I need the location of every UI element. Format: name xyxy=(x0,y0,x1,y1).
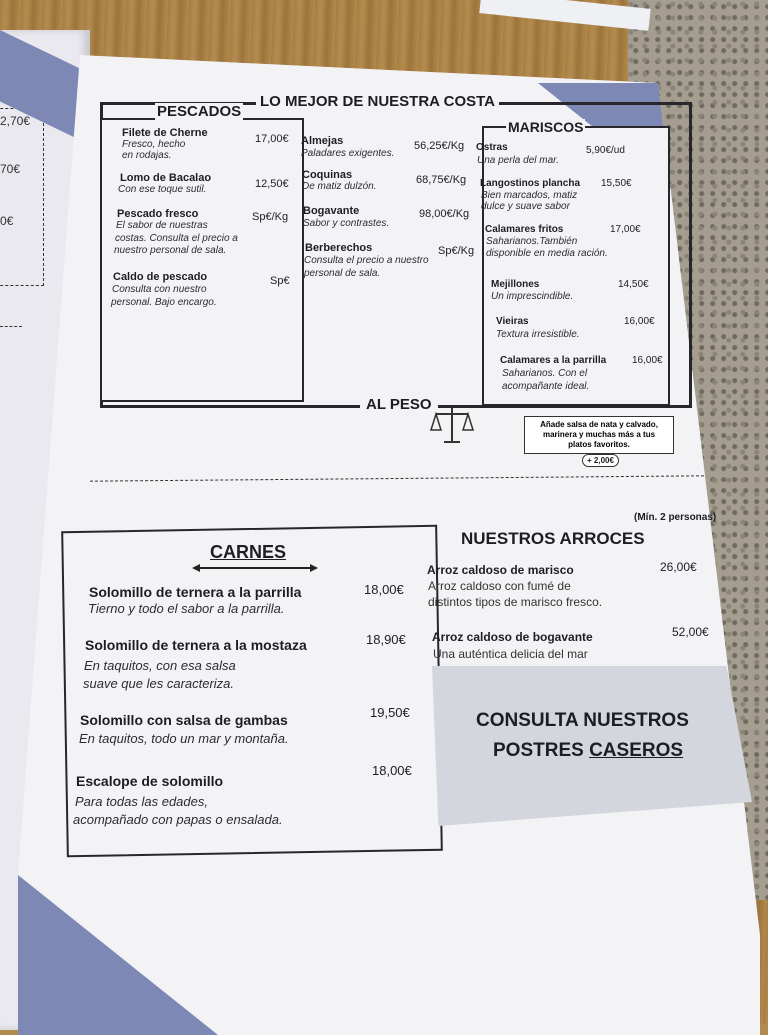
centro-item-desc: De matiz dulzón. xyxy=(302,181,377,192)
left-price-3: 0€ xyxy=(0,214,14,228)
centro-item-price: 68,75€/Kg xyxy=(416,174,467,186)
carnes-item-desc: acompañado con papas o ensalada. xyxy=(73,812,283,827)
carnes-item-name: Solomillo de ternera a la mostaza xyxy=(85,637,307,653)
mariscos-item-price: 16,00€ xyxy=(632,355,663,366)
centro-item-price: 98,00€/Kg xyxy=(419,208,470,220)
arroces-item-desc: distintos tipos de marisco fresco. xyxy=(428,595,603,609)
mariscos-item-price: 17,00€ xyxy=(610,224,641,235)
mariscos-item-desc: Una perla del mar. xyxy=(477,155,559,166)
pescados-item-price: Sp€/Kg xyxy=(252,211,289,223)
centro-item-name: Coquinas xyxy=(302,169,353,181)
mariscos-item-desc: Saharianos. Con el xyxy=(502,368,588,379)
pescados-item-price: 17,00€ xyxy=(255,133,289,145)
pescados-item-price: Sp€ xyxy=(270,275,290,287)
al-peso-label: AL PESO xyxy=(360,396,438,413)
carnes-item-desc: En taquitos, con esa salsa xyxy=(84,658,236,673)
mariscos-item-name: Ostras xyxy=(476,142,508,153)
arroces-item-price: 52,00€ xyxy=(672,625,709,639)
mariscos-item-desc: Textura irresistible. xyxy=(496,329,580,340)
mariscos-item-desc: Saharianos.También xyxy=(486,236,578,247)
mariscos-item-name: Calamares fritos xyxy=(485,224,564,235)
carnes-item-price: 18,00€ xyxy=(372,763,412,778)
pescados-item-desc: Consulta con nuestro xyxy=(112,284,207,295)
corner-band-bottom xyxy=(18,875,218,1035)
pescados-item-desc: El sabor de nuestras xyxy=(116,220,208,231)
centro-item-desc: Consulta el precio a nuestro xyxy=(304,255,429,266)
arroces-item-name: Arroz caldoso de marisco xyxy=(427,563,574,577)
header-title: LO MEJOR DE NUESTRA COSTA xyxy=(256,93,499,110)
centro-item-desc: Paladares exigentes. xyxy=(301,148,395,159)
postres-line-1: CONSULTA NUESTROS xyxy=(476,710,689,731)
pescados-item-desc: Con ese toque sutil. xyxy=(118,184,207,195)
centro-item-name: Bogavante xyxy=(303,205,360,217)
arroces-title: NUESTROS ARROCES xyxy=(461,529,645,548)
mariscos-item-price: 15,50€ xyxy=(601,178,632,189)
postres-line-2 xyxy=(493,740,683,762)
carnes-item-desc: suave que les caracteriza. xyxy=(83,676,235,691)
arroces-item-desc: Arroz caldoso con fumé de xyxy=(428,579,571,593)
pescados-item-price: 12,50€ xyxy=(255,178,289,190)
pescados-item-desc: nuestro personal de sala. xyxy=(114,245,227,256)
pescados-title: PESCADOS xyxy=(157,103,242,120)
centro-item-desc: Sabor y contrastes. xyxy=(303,218,390,229)
mariscos-item-name: Mejillones xyxy=(491,279,540,290)
mariscos-item-desc: dulce y suave sabor xyxy=(481,201,570,212)
carnes-item-desc: En taquitos, todo un mar y montaña. xyxy=(79,731,289,746)
carnes-item-name: Escalope de solomillo xyxy=(76,773,224,789)
carnes-title: CARNES xyxy=(210,542,287,562)
scale-icon xyxy=(430,404,474,448)
pescados-item-desc: Fresco, hecho xyxy=(122,139,186,150)
centro-item-price: 56,25€/Kg xyxy=(414,140,465,152)
pescados-item-name: Lomo de Bacalao xyxy=(120,172,212,184)
sauce-note xyxy=(524,416,674,454)
mariscos-item-desc: disponible en media ración. xyxy=(486,248,608,259)
mariscos-item-desc: Bien marcados, matiz xyxy=(481,190,578,201)
arroces-item-price: 26,00€ xyxy=(660,560,697,574)
left-price-1: 2,70€ xyxy=(0,114,31,128)
carnes-item-desc: Tierno y todo el sabor a la parrilla. xyxy=(88,601,285,616)
pescados-item-name: Pescado fresco xyxy=(117,208,199,220)
arroces-item-name: Arroz caldoso de bogavante xyxy=(432,630,593,644)
sauce-note-line: Añade salsa de nata y calvado, xyxy=(540,420,658,429)
carnes-item-price: 18,00€ xyxy=(364,582,404,597)
carnes-item-name: Solomillo con salsa de gambas xyxy=(80,712,288,728)
postres-word: POSTRES xyxy=(493,740,590,761)
mariscos-item-name: Vieiras xyxy=(496,316,529,327)
postres-caseros: CASEROS xyxy=(589,740,684,761)
centro-item-price: Sp€/Kg xyxy=(438,245,475,257)
pescados-item-desc: personal. Bajo encargo. xyxy=(111,297,217,308)
carnes-item-price: 19,50€ xyxy=(370,705,410,720)
pescados-item-name: Filete de Cherne xyxy=(122,127,208,139)
sauce-price-badge: + 2,00€ xyxy=(582,454,619,467)
pescados-item-name: Caldo de pescado xyxy=(113,271,208,283)
double-arrow-icon xyxy=(192,563,318,573)
carnes-item-desc: Para todas las edades, xyxy=(75,794,208,809)
pescados-item-desc: en rodajas. xyxy=(122,150,172,161)
mariscos-item-desc: Un imprescindible. xyxy=(491,291,574,302)
centro-item-desc: personal de sala. xyxy=(304,268,381,279)
mariscos-item-price: 16,00€ xyxy=(624,316,655,327)
pescados-item-desc: costas. Consulta el precio a xyxy=(115,233,238,244)
arroces-item-desc: Una auténtica delicia del mar xyxy=(433,647,588,661)
centro-item-name: Almejas xyxy=(301,135,344,147)
left-price-2: 70€ xyxy=(0,162,21,176)
carnes-item-price: 18,90€ xyxy=(366,632,406,647)
centro-item-name: Berberechos xyxy=(305,242,373,254)
left-price-box xyxy=(0,108,44,286)
carnes-item-name: Solomillo de ternera a la parrilla xyxy=(89,584,302,600)
sauce-note-line: platos favoritos. xyxy=(568,440,630,449)
mariscos-item-name: Calamares a la parrilla xyxy=(500,355,607,366)
mariscos-item-price: 14,50€ xyxy=(618,279,649,290)
sauce-note-line: marinera y muchas más a tus xyxy=(542,430,656,439)
mariscos-title: MARISCOS xyxy=(508,119,584,135)
mariscos-item-name: Langostinos plancha xyxy=(480,178,581,189)
mariscos-item-desc: acompañante ideal. xyxy=(502,381,590,392)
left-divider xyxy=(0,326,22,327)
arroces-min-note: (Mín. 2 personas) xyxy=(634,512,717,523)
mariscos-item-price: 5,90€/ud xyxy=(586,145,625,156)
